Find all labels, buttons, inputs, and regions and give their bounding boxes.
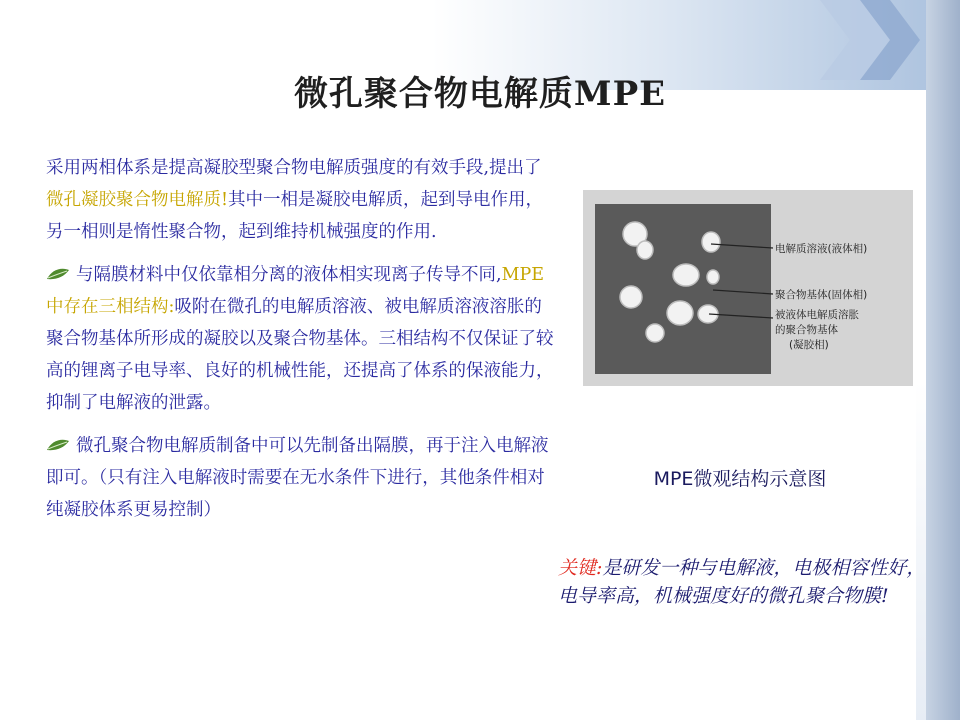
key-label: 关键:	[558, 557, 603, 579]
pore	[702, 232, 720, 252]
label-liquid-phase: 电解质溶液(液体相)	[775, 243, 868, 255]
key-note	[558, 554, 928, 610]
key-text: 是研发一种与电解液，电极相容性好，电导率高，机械强度好的微孔聚合物膜!	[558, 557, 926, 607]
pore	[620, 286, 642, 308]
pore	[646, 324, 664, 342]
highlight-three-phase: MPE中存在三相结构:	[46, 264, 545, 317]
figure-caption: MPE微观结构示意图	[653, 468, 827, 490]
leaf-bullet-icon	[46, 267, 70, 281]
mpe-structure-diagram	[583, 190, 913, 386]
pore	[637, 241, 653, 259]
right-decorative-strip-inner	[916, 380, 926, 720]
label-solid-phase: 聚合物基体(固体相)	[775, 289, 868, 301]
pore	[707, 270, 719, 284]
slide-title: 微孔聚合物电解质MPE	[293, 74, 667, 114]
paragraph-3: 微孔聚合物电解质制备中可以先制备出隔膜，再于注入电解液即可。（只有注入电解液时需要在无水条件下进行，其他条件相对纯凝胶体系更易控制）	[46, 435, 549, 521]
mpe-structure-figure	[583, 190, 913, 386]
leaf-bullet-icon	[46, 438, 70, 452]
pore	[673, 264, 699, 286]
highlight-mpe-proposal: 微孔凝胶聚合物电解质!	[46, 190, 229, 211]
label-gel-phase-2: 的聚合物基体	[775, 324, 838, 336]
paragraph-1: 采用两相体系是提高凝胶型聚合物电解质强度的有效手段,提出了微孔凝胶聚合物电解质!其中一相是凝胶电解质，起到导电作用，另一相则是惰性聚合物，起到维持机械强度的作用.	[46, 158, 544, 243]
label-gel-phase-1: 被液体电解质溶胀	[775, 309, 859, 321]
paragraph-2: 与隔膜材料中仅依靠相分离的液体相实现离子传导不同,MPE中存在三相结构:吸附在微孔的电解质溶液、被电解质溶液溶胀的聚合物基体所形成的凝胶以及聚合物基体。三相结构不仅保证了较高的锂离子电导率、良好的机械性能，还提高了体系的保液能力，抑制了电解液的泄露。	[46, 264, 554, 414]
pore	[667, 301, 693, 325]
body-text	[46, 152, 556, 536]
label-gel-phase-3: (凝胶相)	[789, 339, 829, 351]
